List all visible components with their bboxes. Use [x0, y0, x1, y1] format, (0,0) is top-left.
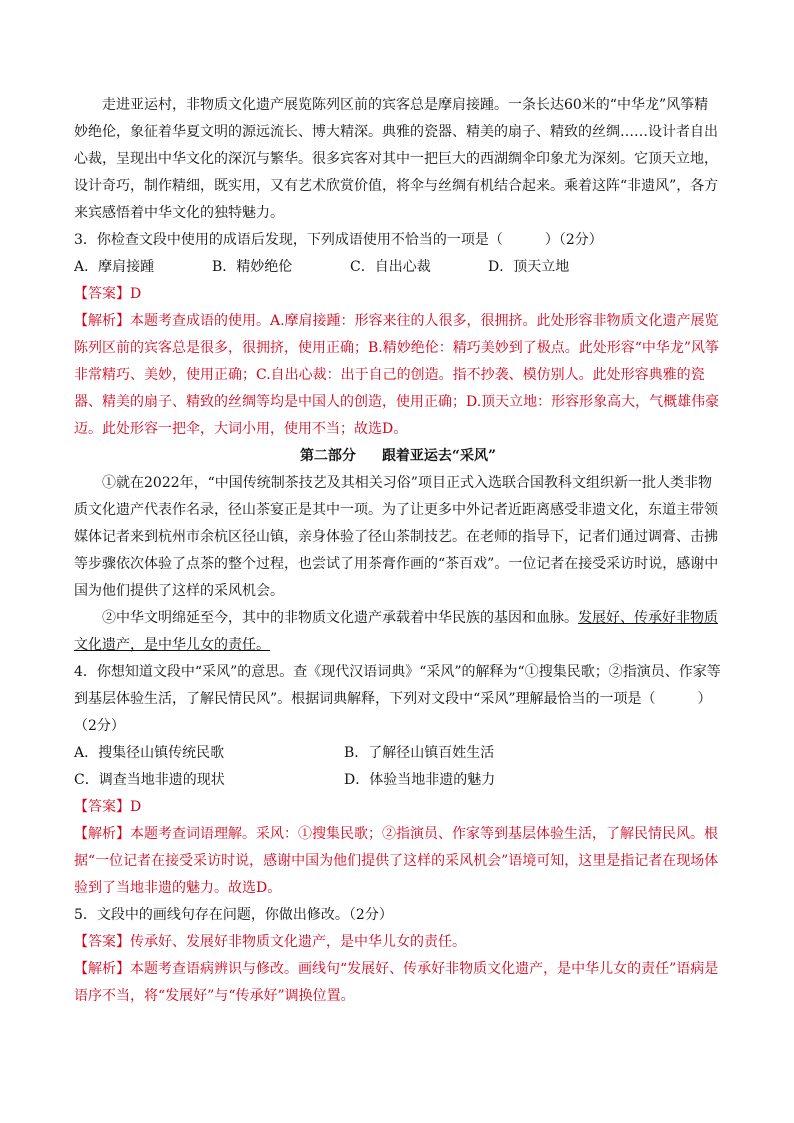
- section-part-label: 第二部分: [299, 448, 356, 464]
- question-3-option-a: A．摩肩接踵: [74, 259, 155, 275]
- question-3-option-b: B．精妙绝伦: [212, 259, 293, 275]
- question-4-option-c: C．调查当地非遗的现状: [74, 772, 225, 788]
- paragraph-plain-text: ②中华文明绵延至今，其中的非物质文化遗产承载着中华民族的基因和血脉。: [102, 610, 578, 626]
- question-3-analysis: [74, 308, 722, 443]
- answer-tag: 【答案】: [74, 934, 130, 950]
- question-4-options-row-2: [74, 767, 722, 794]
- passage-2-paragraph-2: [74, 605, 722, 659]
- passage-paragraph-1: 走进亚运村，非物质文化遗产展览陈列区前的宾客总是摩肩接踵。一条长达60米的“中华龙”风筝精妙绝伦，象征着华夏文明的源远流长、博大精深。典雅的瓷器、精美的扇子、精致的丝绸……设计者自出心裁，呈现出中华文化的深沉与繁华。很多宾客对其中一把巨大的西湖绸伞印象尤为深刻。它顶天立地，设计奇巧，制作精细，既实用，又有艺术欣赏价值，将伞与丝绸有机结合起来。乘着这阵“非遗风”，各方来宾感悟着中华文化的独特魅力。: [74, 97, 719, 221]
- question-3-stem: 3．你检查文段中使用的成语后发现，下列成语使用不恰当的一项是（ ）（2分）: [74, 232, 603, 248]
- analysis-text: 本题考查成语的使用。A.摩肩接踵：形容来往的人很多，很拥挤。此处形容非物质文化遗产展览陈列区前的宾客总是很多，很拥挤，使用正确；B.精妙绝伦：精巧美妙到了极点。此处形容“中华龙”风筝非常精巧、美妙，使用正确；C.自出心裁：出于自己的创造。指不抄袭、模仿别人。此处形容典雅的瓷器、精美的扇子、精致的丝绸等均是中国人的创造，使用正确；D.顶天立地：形容形象高大，气概雄伟豪迈。此处形容一把伞，大词小用，使用不当；故选D。: [74, 313, 720, 437]
- question-4-option-a: A．搜集径山镇传统民歌: [74, 745, 225, 761]
- analysis-text: 本题考查语病辨识与修改。画线句“发展好、传承好非物质文化遗产，是中华儿女的责任”语病是语序不当，将“发展好”与“传承好”调换位置。: [74, 961, 719, 1004]
- passage-2-paragraph-1: ①就在2022年，“中国传统制茶技艺及其相关习俗”项目正式入选联合国教科文组织新一批人类非物质文化遗产代表作名录，径山茶宴正是其中一项。为了让更多中外记者近距离感受非遗文化，东道主带领媒体记者来到杭州市余杭区径山镇，亲身体验了径山茶制技艺。在老师的指导下，记者们通过调膏、击拂等步骤依次体验了点茶的整个过程，也尝试了用茶膏作画的“茶百戏”。一位记者在接受采访时说，感谢中国为他们提供了这样的采风机会。: [74, 475, 719, 599]
- question-4-option-d: D．体验当地非遗的魅力: [344, 772, 496, 788]
- analysis-tag: 【解析】: [74, 961, 130, 977]
- question-3-option-c: C．自出心裁: [350, 259, 431, 275]
- question-3-options: [74, 254, 722, 281]
- question-4-answer: [74, 794, 722, 821]
- underlined-sentence: 发展好、传承好非物质文化遗产，是中华儿女的责任。: [74, 610, 718, 653]
- answer-value: D: [130, 286, 142, 302]
- question-5-answer: [74, 929, 722, 956]
- analysis-tag: 【解析】: [74, 826, 130, 842]
- answer-tag: 【答案】: [74, 799, 130, 815]
- question-4-analysis: [74, 821, 722, 902]
- question-5-stem: 5．文段中的画线句存在问题，你做出修改。（2分）: [74, 907, 393, 923]
- answer-value: 传承好、发展好非物质文化遗产，是中华儿女的责任。: [130, 934, 466, 950]
- analysis-tag: 【解析】: [74, 313, 130, 329]
- question-3-option-d: D．顶天立地: [488, 259, 570, 275]
- document-page: [74, 92, 722, 1010]
- section-title: 跟着亚运去“采风”: [381, 448, 497, 464]
- answer-tag: 【答案】: [74, 286, 130, 302]
- question-3-answer: [74, 281, 722, 308]
- question-4-stem: 4．你想知道文段中“采风”的意思。查《现代汉语词典》“采风”的解释为“①搜集民歌；②指演员、作家等到基层体验生活，了解民情民风”。根据词典解释，下列对文段中“采风”理解最恰当的一项是（ ）（2分）: [74, 664, 721, 734]
- question-5-analysis: [74, 956, 722, 1010]
- question-4-options-row-1: [74, 740, 722, 767]
- analysis-text: 本题考查词语理解。采风：①搜集民歌；②指演员、作家等到基层体验生活，了解民情民风。根据“一位记者在接受采访时说，感谢中国为他们提供了这样的采风机会”语境可知，这里是指记者在现场体验到了当地非遗的魅力。故选D。: [74, 826, 719, 896]
- question-4-option-b: B．了解径山镇百姓生活: [344, 745, 495, 761]
- section-2-heading: [74, 443, 722, 470]
- answer-value: D: [130, 799, 142, 815]
